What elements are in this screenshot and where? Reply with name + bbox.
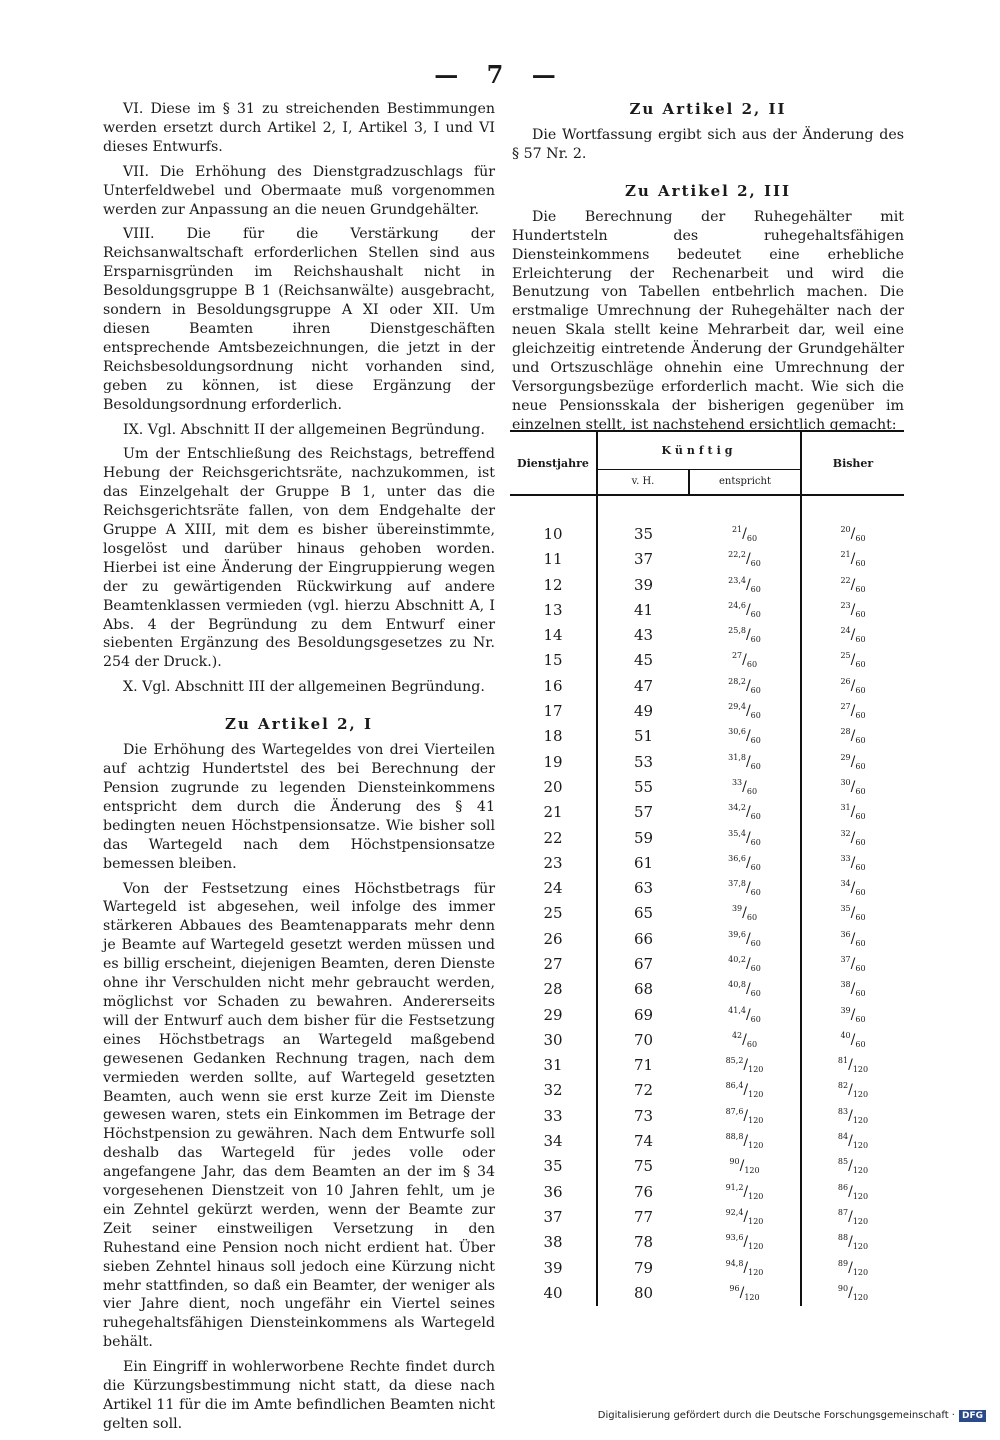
cell-entspricht: $^{91,2}/_{120}$ (689, 1179, 801, 1204)
cell-bisher: $^{29}/_{60}$ (840, 752, 866, 771)
cell-dienstjahre: 29 (510, 1002, 597, 1027)
footer-text: Digitalisierung gefördert durch die Deutsche Forschungsgemeinschaft · (597, 1410, 955, 1421)
cell-bisher: $^{27}/_{60}$ (840, 702, 866, 721)
cell-dienstjahre: 10 (510, 521, 597, 546)
cell-entspricht: $^{28,2}/_{60}$ (689, 673, 801, 698)
table-row (510, 1053, 904, 1078)
cell-vh: 79 (633, 1258, 654, 1277)
cell-vh: 73 (633, 1106, 654, 1125)
cell-entspricht: $^{36,6}/_{60}$ (689, 850, 801, 875)
cell-vh: 67 (633, 954, 654, 973)
cell-entspricht: $^{23,4}/_{60}$ (689, 572, 801, 597)
cell-bisher: $^{40}/_{60}$ (840, 1030, 866, 1049)
cell-vh: 59 (633, 828, 654, 847)
cell-vh: 63 (633, 879, 654, 898)
cell-vh: 49 (633, 702, 654, 721)
table-row (510, 1027, 904, 1052)
cell-vh: 76 (633, 1182, 654, 1201)
cell-entspricht: $^{24,6}/_{60}$ (689, 597, 801, 622)
cell-vh: 78 (633, 1233, 654, 1252)
cell-vh: 45 (633, 651, 654, 670)
cell-entspricht: $^{93,6}/_{120}$ (689, 1230, 801, 1255)
table-row (510, 1128, 904, 1153)
cell-bisher: $^{32}/_{60}$ (840, 828, 866, 847)
table-row (510, 774, 904, 799)
section-heading-artikel-2-ii: Zu Artikel 2, II (629, 100, 787, 118)
cell-bisher: $^{83}/_{120}$ (837, 1106, 869, 1125)
cell-dienstjahre: 31 (510, 1053, 597, 1078)
cell-bisher: $^{85}/_{120}$ (837, 1157, 869, 1176)
section-heading-artikel-2-i: Zu Artikel 2, I (224, 715, 373, 734)
cell-dienstjahre: 38 (510, 1230, 597, 1255)
cell-bisher: $^{38}/_{60}$ (840, 980, 866, 999)
paragraph-ix: IX. Vgl. Abschnitt II der allgemeinen Begründung. (123, 421, 485, 438)
cell-bisher: $^{31}/_{60}$ (840, 803, 866, 822)
cell-dienstjahre: 21 (510, 800, 597, 825)
table-row (510, 648, 904, 673)
cell-vh: 65 (633, 904, 654, 923)
cell-vh: 43 (633, 626, 654, 645)
cell-vh: 77 (633, 1207, 654, 1226)
cell-bisher: $^{88}/_{120}$ (837, 1233, 869, 1252)
cell-vh: 66 (633, 929, 654, 948)
cell-entspricht: $^{34,2}/_{60}$ (689, 800, 801, 825)
cell-bisher: $^{22}/_{60}$ (840, 575, 866, 594)
cell-dienstjahre: 30 (510, 1027, 597, 1052)
table-row (510, 951, 904, 976)
cell-dienstjahre: 11 (510, 547, 597, 572)
table-row (510, 1204, 904, 1229)
cell-bisher: $^{21}/_{60}$ (840, 550, 866, 569)
cell-entspricht: $^{35,4}/_{60}$ (689, 825, 801, 850)
cell-dienstjahre: 22 (510, 825, 597, 850)
table-row (510, 1002, 904, 1027)
cell-dienstjahre: 37 (510, 1204, 597, 1229)
table-row (510, 1179, 904, 1204)
cell-vh: 51 (633, 727, 654, 746)
cell-entspricht: $^{31,8}/_{60}$ (689, 749, 801, 774)
cell-bisher: $^{23}/_{60}$ (840, 600, 866, 619)
right-column (512, 100, 904, 441)
cell-bisher: $^{84}/_{120}$ (837, 1132, 869, 1151)
table-row (510, 977, 904, 1002)
cell-vh: 75 (633, 1157, 654, 1176)
footer (598, 1410, 986, 1422)
paragraph-viii: VIII. Die für die Verstärkung der Reichsanwaltschaft erforderlichen Stellen sind aus Ersparnisgründen im Reichshaushalt nicht in Besoldungsgruppe B 1 (Reichsanwälte) ausgebracht, sondern in Besoldungsgruppe A XI oder XII. Um diesen Beamten ihren Dienstgeschäften entsprechende Amtsbezeichnungen, die jetzt in der Reichsbesoldungsordnung nicht vorhanden sind, geben zu können, ist diese Ergänzung der Besoldungsordnung erforderlich. (103, 226, 495, 413)
cell-entspricht: $^{39,6}/_{60}$ (689, 926, 801, 951)
cell-bisher: $^{35}/_{60}$ (840, 904, 866, 923)
header-entspricht: entspricht (689, 469, 801, 495)
table-row (510, 1230, 904, 1255)
cell-dienstjahre: 20 (510, 774, 597, 799)
cell-entspricht: $^{85,2}/_{120}$ (689, 1053, 801, 1078)
cell-dienstjahre: 40 (510, 1280, 597, 1305)
table-row (510, 547, 904, 572)
cell-bisher: $^{90}/_{120}$ (837, 1283, 869, 1302)
cell-bisher: $^{37}/_{60}$ (840, 954, 866, 973)
cell-entspricht: $^{30,6}/_{60}$ (689, 724, 801, 749)
cell-dienstjahre: 28 (510, 977, 597, 1002)
cell-dienstjahre: 32 (510, 1078, 597, 1103)
paragraph-x: X. Vgl. Abschnitt III der allgemeinen Begründung. (123, 679, 485, 696)
cell-entspricht: $^{90}/_{120}$ (689, 1154, 801, 1179)
cell-bisher: $^{20}/_{60}$ (840, 524, 866, 543)
cell-vh: 57 (633, 803, 654, 822)
table-row (510, 1103, 904, 1128)
cell-entspricht: $^{88,8}/_{120}$ (689, 1128, 801, 1153)
cell-vh: 80 (633, 1283, 654, 1302)
cell-entspricht: $^{94,8}/_{120}$ (689, 1255, 801, 1280)
cell-entspricht: $^{22,2}/_{60}$ (689, 547, 801, 572)
section-heading-artikel-2-iii: Zu Artikel 2, III (624, 181, 792, 200)
cell-dienstjahre: 23 (510, 850, 597, 875)
header-kuenftig: Künftig (597, 431, 801, 469)
pension-scale-table (510, 430, 904, 1306)
cell-vh: 41 (633, 600, 654, 619)
cell-vh: 68 (633, 980, 654, 999)
cell-entspricht: $^{40,2}/_{60}$ (689, 951, 801, 976)
header-bisher: Bisher (832, 456, 874, 470)
cell-entspricht: $^{33}/_{60}$ (689, 774, 801, 799)
cell-entspricht: $^{37,8}/_{60}$ (689, 875, 801, 900)
cell-dienstjahre: 17 (510, 698, 597, 723)
cell-bisher: $^{24}/_{60}$ (840, 626, 866, 645)
cell-dienstjahre: 33 (510, 1103, 597, 1128)
paragraph-vi: VI. Diese im § 31 zu streichenden Bestimmungen werden ersetzt durch Artikel 2, I, Artikel 3, I und VI dieses Entwurfs. (103, 101, 495, 155)
table-row (510, 1280, 904, 1305)
table-row (510, 572, 904, 597)
cell-dienstjahre: 14 (510, 622, 597, 647)
cell-vh: 61 (633, 853, 654, 872)
cell-dienstjahre: 27 (510, 951, 597, 976)
cell-bisher: $^{82}/_{120}$ (837, 1081, 869, 1100)
cell-bisher: $^{89}/_{120}$ (837, 1258, 869, 1277)
table-row (510, 1154, 904, 1179)
cell-dienstjahre: 15 (510, 648, 597, 673)
cell-bisher: $^{86}/_{120}$ (837, 1182, 869, 1201)
table-row (510, 521, 904, 546)
cell-vh: 55 (633, 777, 654, 796)
table-row (510, 800, 904, 825)
cell-entspricht: $^{96}/_{120}$ (689, 1280, 801, 1305)
cell-dienstjahre: 16 (510, 673, 597, 698)
cell-dienstjahre: 18 (510, 724, 597, 749)
cell-entspricht: $^{29,4}/_{60}$ (689, 698, 801, 723)
header-vh: v. H. (597, 469, 689, 495)
cell-dienstjahre: 12 (510, 572, 597, 597)
table-row (510, 1078, 904, 1103)
paragraph-hoechstbetrag: Von der Festsetzung eines Höchstbetrags für Wartegeld ist abgesehen, weil infolge des immer stärkeren Abbaues des Beamtenapparats mehr denn je Beamte auf Wartegeld gesetzt werden müssen und es billig erscheint, diejenigen Beamten, deren Dienste ohne ihr Verschulden nicht mehr gebraucht werden, möglichst vor Schaden zu bewahren. Andererseits will der Entwurf auch dem bisher für die Festsetzung eines Höchstbetrags an Wartegeld maßgebend gewesenen Gedanken Rechnung tragen, nach dem vermieden werden sollte, auf Wartegeld gesetzten Beamten, auch wenn sie erst kurze Zeit im Dienste gewesen waren, stets ein Einkommen im Betrage der Höchstpension zu gewähren. Nach dem Entwurfe soll deshalb das Wartegeld für jedes volle oder angefangene Jahr, das dem Beamten an der im § 34 vorgesehenen Dienstzeit von 10 Jahren fehlt, um je ein Zehntel gekürzt werden, wenn der Beamte zur Zeit seiner einstweiligen Versetzung in den Ruhestand eine Pension noch nicht erdient hat. Über sieben Zehntel hinaus soll jedoch eine Kürzung nicht mehr stattfinden, so daß ein Beamter, der weniger als vier Jahre dient, noch ungefähr ein Viertel seines ruhegehaltsfähigen Diensteinkommens als Wartegeld behält. (103, 880, 495, 1351)
header-dienstjahre: Dienstjahre (510, 431, 597, 495)
cell-dienstjahre: 36 (510, 1179, 597, 1204)
cell-dienstjahre: 26 (510, 926, 597, 951)
table-row (510, 825, 904, 850)
cell-bisher: $^{30}/_{60}$ (840, 777, 866, 796)
table-row (510, 850, 904, 875)
paragraph-wartegeld: Die Erhöhung des Wartegeldes von drei Vierteilen auf achtzig Hundertstel des bei Berechnung der Pension zugrunde zu legenden Diensteinkommens entspricht dem durch die Änderung des § 41 bedingten neuen Höchstpensionsatze. Wie bisher soll das Wartegeld nach dem Höchstpensionsatze bemessen bleiben. (103, 742, 495, 872)
cell-bisher: $^{87}/_{120}$ (837, 1207, 869, 1226)
table-row (510, 1255, 904, 1280)
cell-entspricht: $^{41,4}/_{60}$ (689, 1002, 801, 1027)
table-row (510, 622, 904, 647)
table-row (510, 926, 904, 951)
dfg-logo: DFG (959, 1410, 986, 1422)
page-number: — 7 — (434, 60, 566, 89)
cell-entspricht: $^{40,8}/_{60}$ (689, 977, 801, 1002)
cell-vh: 69 (633, 1005, 654, 1024)
cell-dienstjahre: 39 (510, 1255, 597, 1280)
cell-entspricht: $^{86,4}/_{120}$ (689, 1078, 801, 1103)
cell-vh: 53 (633, 752, 654, 771)
table-row (510, 724, 904, 749)
cell-entspricht: $^{21}/_{60}$ (689, 521, 801, 546)
cell-dienstjahre: 24 (510, 875, 597, 900)
cell-entspricht: $^{92,4}/_{120}$ (689, 1204, 801, 1229)
cell-vh: 70 (633, 1030, 654, 1049)
table-row (510, 749, 904, 774)
cell-dienstjahre: 34 (510, 1128, 597, 1153)
cell-vh: 37 (633, 550, 654, 569)
table-row (510, 673, 904, 698)
table-body (510, 521, 904, 1305)
cell-vh: 71 (633, 1056, 654, 1075)
table-row (510, 875, 904, 900)
cell-dienstjahre: 25 (510, 901, 597, 926)
cell-bisher: $^{34}/_{60}$ (840, 879, 866, 898)
cell-bisher: $^{39}/_{60}$ (840, 1005, 866, 1024)
cell-vh: 39 (633, 575, 654, 594)
paragraph-wortfassung: Die Wortfassung ergibt sich aus der Änderung des § 57 Nr. 2. (512, 127, 904, 162)
table-row (510, 597, 904, 622)
left-column (103, 100, 495, 1440)
cell-vh: 35 (633, 524, 654, 543)
cell-entspricht: $^{42}/_{60}$ (689, 1027, 801, 1052)
paragraph-ix-body: Um der Entschließung des Reichstags, betreffend Hebung der Reichsgerichtsräte, nachzukommen, ist das Einzelgehalt der Gruppe B 1, unter das die Reichsgerichtsräte fallen, von dem Endgehalte der Gruppe A XIII, mit dem es bisher übereinstimmte, losgelöst und darüber hinaus gehoben worden. Hierbei ist eine Änderung der Eingruppierung wegen der zu gewärtigenden Rückwirkung auf andere Beamtenklassen vermieden (vgl. hierzu Abschnitt A, I Abs. 4 der Begründung zu dem Entwurf einer siebenten Ergänzung des Besoldungsgesetzes zu Nr. 254 der Druck.). (103, 446, 495, 671)
cell-vh: 72 (633, 1081, 654, 1100)
paragraph-vii: VII. Die Erhöhung des Dienstgradzuschlags für Unterfeldwebel und Obermaate muß vorgenommen werden zur Anpassung an die neuen Grundgehälter. (103, 163, 495, 218)
table-row (510, 901, 904, 926)
cell-dienstjahre: 35 (510, 1154, 597, 1179)
cell-bisher: $^{26}/_{60}$ (840, 676, 866, 695)
table-row (510, 698, 904, 723)
cell-dienstjahre: 19 (510, 749, 597, 774)
cell-dienstjahre: 13 (510, 597, 597, 622)
paragraph-eingriff: Ein Eingriff in wohlerworbene Rechte findet durch die Kürzungsbestimmung nicht statt, da diese nach Artikel 11 für die im Amte befindlichen Beamten nicht gelten soll. (103, 1359, 495, 1432)
cell-vh: 47 (633, 676, 654, 695)
cell-entspricht: $^{87,6}/_{120}$ (689, 1103, 801, 1128)
paragraph-ruhegehaelter: Die Berechnung der Ruhegehälter mit Hundertsteln des ruhegehaltsfähigen Diensteinkommens bedeutet eine erhebliche Erleichterung der Rechenarbeit und wird die Benutzung von Tabellen entbehrlich machen. Die erstmalige Umrechnung der Ruhegehälter nach der neuen Skala stellt keine Mehrarbeit dar, weil eine gleichzeitig eintretende Änderung der Grundgehälter und Ortszuschläge ohnehin eine Umrechnung der Versorgungsbezüge erforderlich macht. Wie sich die neue Pensionsskala der bisherigen gegenüber im einzelnen stellt, ist nachstehend ersichtlich gemacht: (512, 208, 904, 433)
cell-bisher: $^{33}/_{60}$ (840, 853, 866, 872)
cell-bisher: $^{36}/_{60}$ (840, 929, 866, 948)
cell-entspricht: $^{39}/_{60}$ (689, 901, 801, 926)
cell-entspricht: $^{25,8}/_{60}$ (689, 622, 801, 647)
cell-bisher: $^{81}/_{120}$ (837, 1056, 869, 1075)
cell-bisher: $^{25}/_{60}$ (840, 651, 866, 670)
cell-bisher: $^{28}/_{60}$ (840, 727, 866, 746)
cell-vh: 74 (633, 1132, 654, 1151)
cell-entspricht: $^{27}/_{60}$ (689, 648, 801, 673)
